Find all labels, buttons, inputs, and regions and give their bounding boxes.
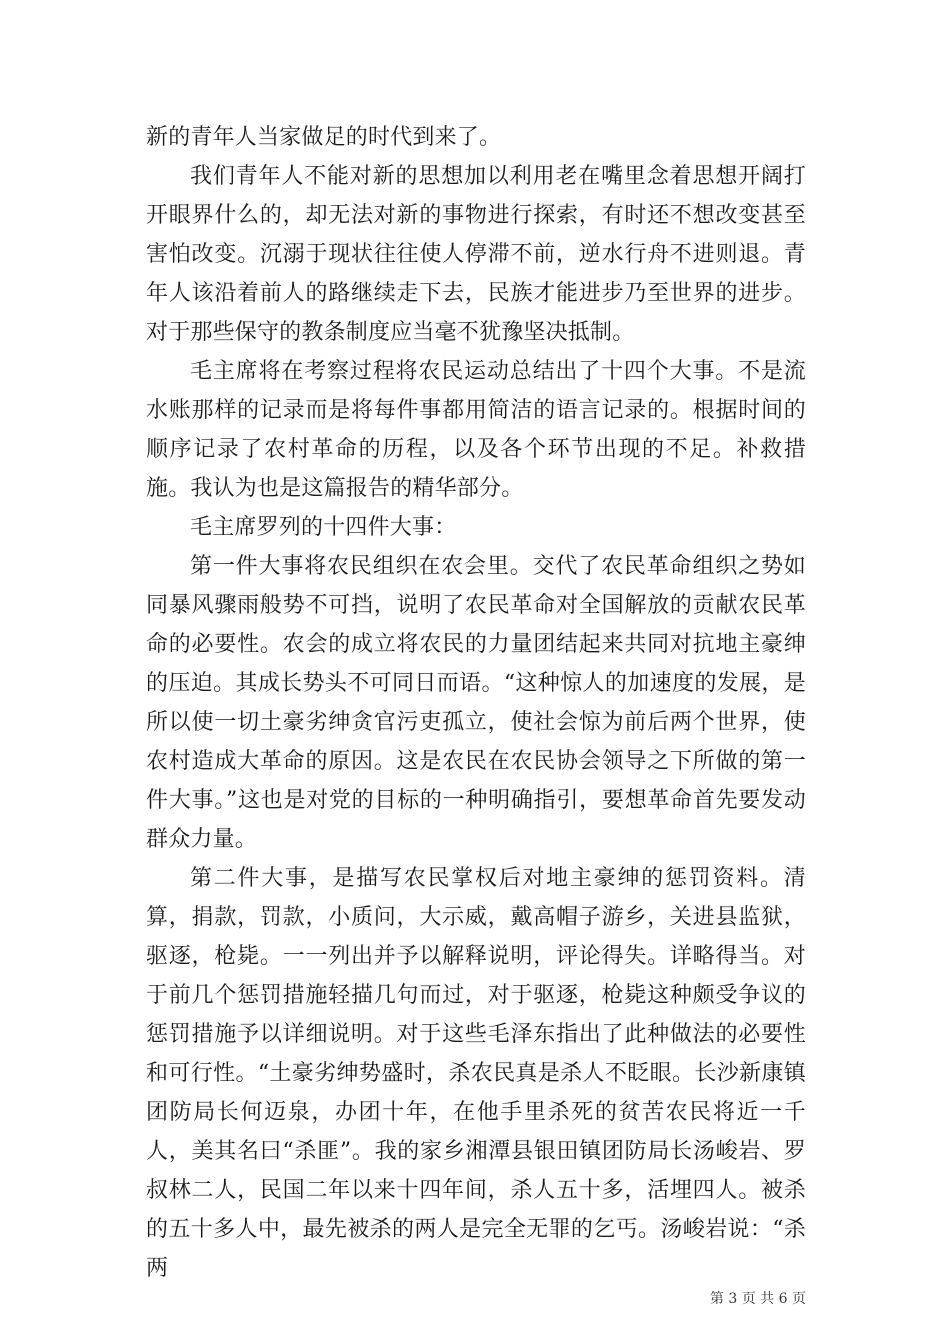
paragraph-continuation: 新的青年人当家做足的时代到来了。 [146, 125, 502, 150]
paragraph-second-event: 第二件大事，是描写农民掌权后对地主豪绅的惩罚资料。清算，捐款，罚款，小质问，大示威，戴高帽子游乡，关进县监狱，驱逐，枪毙。一一列出并予以解释说明，评论得失。详略得当。对于前几个惩罚措施轻描几句而过，对于驱逐，枪毙这种颇受争议的惩罚措施予以详细说明。对于这些毛泽东指出了此种做法的必要性和可行性。“土豪劣绅势盛时，杀农民真是杀人不眨眼。长沙新康镇团防局长何迈泉，办团十年，在他手里杀死的贫苦农民将近一千人，美其名曰“杀匪”。我的家乡湘潭县银田镇团防局长汤峻岩、罗叔林二人，民国二年以来十四年间，杀人五十多，活埋四人。被杀的五十多人中，最先被杀的两人是完全无罪的乞丐。汤峻岩说：“杀两 [146, 866, 806, 1281]
page-number-footer: 第 3 页 共 6 页 [709, 1291, 806, 1307]
paragraph-summary: 毛主席将在考察过程将农民运动总结出了十四个大事。不是流水账那样的记录而是将每件事都用简洁的语言记录的。根据时间的顺序记录了农村革命的历程，以及各个环节出现的不足。补救措施。我认为也是这篇报告的精华部分。 [146, 359, 806, 501]
document-body [146, 118, 806, 1288]
paragraph-youth: 我们青年人不能对新的思想加以利用老在嘴里念着思想开阔打开眼界什么的，却无法对新的事物进行探索，有时还不想改变甚至害怕改变。沉溺于现状往往使人停滞不前，逆水行舟不进则退。青年人该沿着前人的路继续走下去，民族才能进步乃至世界的进步。对于那些保守的教条制度应当毫不犹豫坚决抵制。 [146, 164, 806, 345]
paragraph-first-event: 第一件大事将农民组织在农会里。交代了农民革命组织之势如同暴风骤雨般势不可挡，说明了农民革命对全国解放的贡献农民革命的必要性。农会的成立将农民的力量团结起来共同对抗地主豪绅的压迫。其成长势头不可同日而语。“这种惊人的加速度的发展，是所以使一切土豪劣绅贪官污吏孤立，使社会惊为前后两个世界，使农村造成大革命的原因。这是农民在农民协会领导之下所做的第一件大事。”这也是对党的目标的一种明确指引，要想革命首先要发动群众力量。 [146, 554, 806, 852]
paragraph-list-intro: 毛主席罗列的十四件大事： [190, 515, 457, 540]
